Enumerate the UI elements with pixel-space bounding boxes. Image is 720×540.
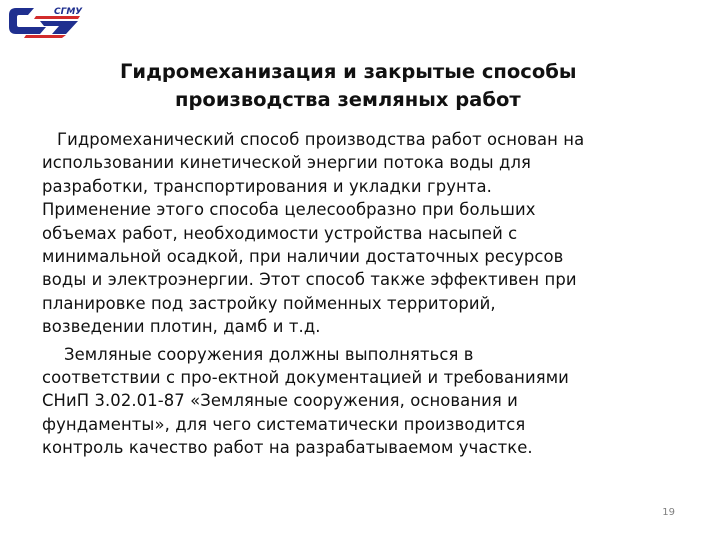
body-line: минимальной осадкой, при наличии достаточных ресурсов (42, 247, 564, 267)
body-line: соответствии с про-ектной документацией и требованиями (42, 368, 569, 388)
body-line: контроль качество работ на разрабатываемом участке. (42, 438, 533, 458)
body-line: воды и электроэнергии. Этот способ также эффективен при (42, 270, 577, 290)
body-line: планировке под застройку пойменных территорий, (42, 293, 496, 313)
body-line: использовании кинетической энергии потока воды для (42, 153, 531, 173)
title-line-1: Гидромеханизация и закрытые способы (120, 60, 577, 83)
body-line: Применение этого способа целесообразно при больших (42, 200, 536, 220)
title-line-2: производства земляных работ (175, 88, 521, 111)
page-number: 19 (662, 507, 675, 518)
body-line: СНиП 3.02.01-87 «Земляные сооружения, основания и (42, 391, 518, 411)
body-line: разработки, транспортирования и укладки грунта. (42, 176, 492, 196)
body-line: Земляные сооружения должны выполняться в (64, 344, 474, 364)
university-logo (6, 4, 84, 38)
body-line: возведении плотин, дамб и т.д. (42, 317, 321, 337)
slide-title (0, 58, 720, 114)
body-text (42, 128, 707, 460)
logo-text: СГМУ (54, 7, 83, 17)
body-line: объемах работ, необходимости устройства насыпей с (42, 223, 518, 243)
body-line: Гидромеханический способ производства работ основан на (57, 130, 585, 149)
body-line: фундаменты», для чего систематически производится (42, 414, 526, 434)
